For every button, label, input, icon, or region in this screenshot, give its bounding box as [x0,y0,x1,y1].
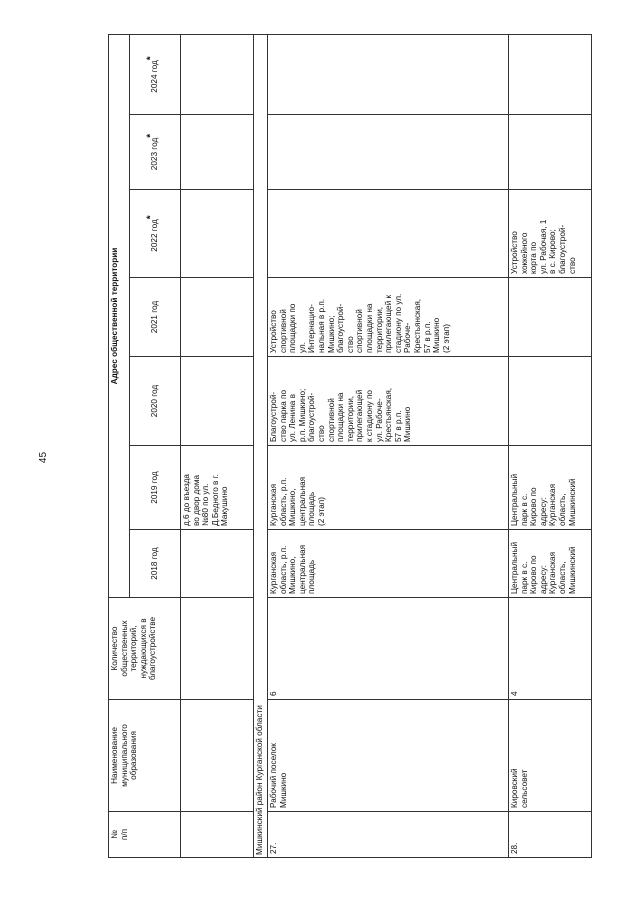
cell [181,115,254,190]
header-name: Наименование муниципального образования [109,700,181,812]
cell-2019: Центральный парк в с. Кирово по адресу: Курганская область, Мишкинский [509,446,592,530]
header-year-2022 [130,190,181,278]
cell [181,530,254,598]
cell-2020: Благоустрой- ство парка по ул. Ленина в р.п. Мишкино; благоустрой- ство спортивной площадки на территории, прилегающей к стадиону по ул. Рабоче- Крестьянская, 57 в р.п. Мишкино [268,357,509,446]
cell [181,357,254,446]
header-row-1 [109,35,130,858]
cell-name: Рабочий поселок Мишкино [268,700,509,812]
cell-count: 4 [509,598,592,700]
cell-2018: Центральный парк в с. Кирово по адресу: Курганская область, Мишкинский [509,530,592,598]
header-year-2020: 2020 год [130,357,181,446]
asterisk: * [145,133,157,138]
cell-2022: Устройство хоккейного корта по ул. Рабочая, 1 в с. Кирово; благоустрой- ство [509,190,592,278]
header-year-2021: 2021 год [130,278,181,357]
header-year-2024 [130,35,181,115]
header-address-group: Адрес общественной территории [109,35,130,598]
district-title: Мишкинский район Курганской области [254,35,268,858]
cell-2019: д.6 до въезда во двор дома №80 по ул. Д.Бедного в г. Макушино [181,446,254,530]
header-year-2023 [130,115,181,190]
cell-2024 [509,35,592,115]
cell-name: Кировский сельсовет [509,700,592,812]
cell [181,278,254,357]
cell [181,812,254,858]
header-year-2019: 2019 год [130,446,181,530]
page-number: 45 [38,451,50,464]
year-label: 2022 год [150,219,160,252]
header-num: № п/п [109,812,181,858]
header-year-2018: 2018 год [130,530,181,598]
year-label: 2023 год [150,137,160,171]
cell-2020 [509,357,592,446]
table-row [509,35,592,858]
district-row [254,35,268,858]
cell-2023 [509,115,592,190]
cell-2018: Курганская область, р.п. Мишкино, центральная площадь [268,530,509,598]
public-territories-table [108,34,592,858]
asterisk: * [145,56,157,61]
table-row [268,35,509,858]
rotated-table-container [108,35,578,858]
cell [181,700,254,812]
cell [181,598,254,700]
cell-num: 28. [509,812,592,858]
cell [181,190,254,278]
cell-2019: Курганская область, р.п. Мишкино, центральная площадь (2 этап) [268,446,509,530]
cell-2021 [509,278,592,357]
table-row-continued [181,35,254,858]
cell-num: 27. [268,812,509,858]
cell-2023 [268,115,509,190]
asterisk: * [145,215,157,220]
header-count: Количество общественных территорий, нуждающихся в благоустройстве [109,598,181,700]
cell [181,35,254,115]
cell-count: 6 [268,598,509,700]
cell-2024 [268,35,509,115]
cell-2021: Устройство спортивной площадки по ул. Интернацио- нальная в р.п. Мишкино; благоустрой- ство спортивной площадки на территории, прилегающей к стадиону по ул. Рабоче- Крестьянская, 57 в р.п. Мишкино (2 этап) [268,278,509,357]
year-label: 2024 год [150,60,160,93]
cell-2022 [268,190,509,278]
